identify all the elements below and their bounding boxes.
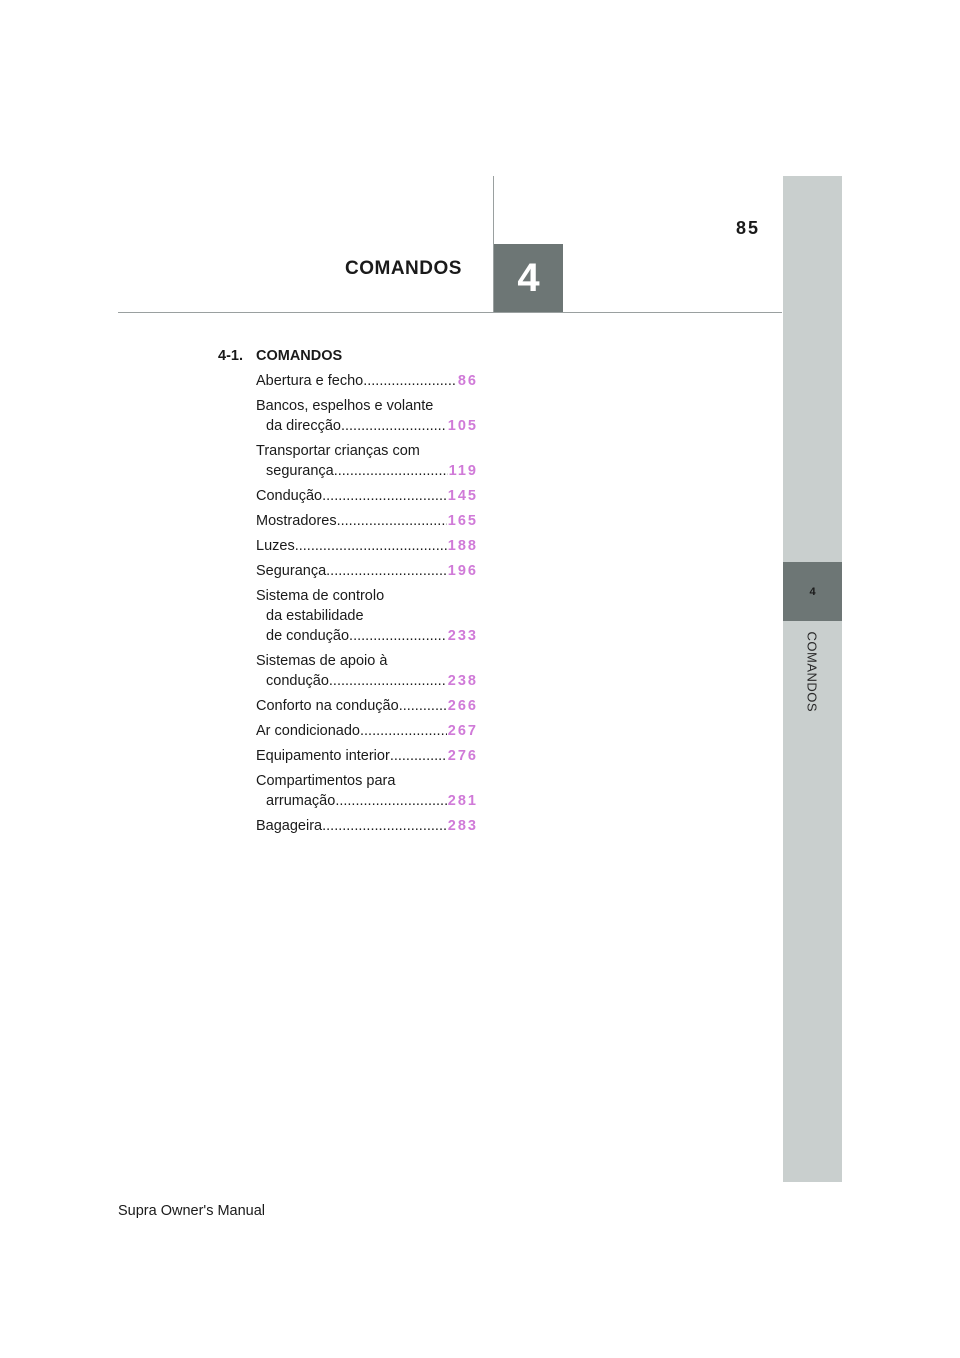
toc-dot-leader xyxy=(399,696,447,716)
table-of-contents xyxy=(218,346,478,841)
toc-dot-leader xyxy=(337,511,447,531)
toc-page-link[interactable]: 266 xyxy=(447,698,478,714)
toc-entry-line xyxy=(256,671,478,691)
toc-entry-text: de condução xyxy=(266,628,350,644)
toc-page-link[interactable]: 283 xyxy=(447,818,478,834)
side-chapter-tab[interactable]: 4 xyxy=(783,562,842,621)
toc-entry-text: Compartimentos para xyxy=(256,773,396,789)
toc-page-link[interactable]: 276 xyxy=(447,748,478,764)
toc-entry[interactable] xyxy=(218,396,478,436)
toc-entry[interactable] xyxy=(218,511,478,531)
toc-entry-text: Sistemas de apoio à xyxy=(256,653,388,669)
toc-entry-line xyxy=(256,441,478,461)
toc-section-number: 4-1. xyxy=(218,348,243,364)
toc-entry[interactable] xyxy=(218,721,478,741)
toc-dot-leader xyxy=(329,671,447,691)
toc-dot-leader xyxy=(390,746,447,766)
toc-entry-text: Bagageira xyxy=(256,818,323,834)
toc-entry-text: Ar condicionado xyxy=(256,723,360,739)
toc-entry[interactable] xyxy=(218,816,478,836)
toc-entry-text: segurança xyxy=(266,463,334,479)
toc-page-link[interactable]: 165 xyxy=(447,513,478,529)
toc-dot-leader xyxy=(326,561,447,581)
toc-entry-line xyxy=(256,651,478,671)
toc-entry-line xyxy=(256,606,478,626)
toc-dot-leader xyxy=(335,791,446,811)
toc-entry-text: Sistema de controlo xyxy=(256,588,385,604)
toc-page-link[interactable]: 233 xyxy=(447,628,478,644)
toc-section-heading xyxy=(218,346,478,366)
toc-entry-line xyxy=(256,626,478,646)
toc-page-link[interactable]: 238 xyxy=(447,673,478,689)
toc-entry-line xyxy=(256,371,478,391)
toc-entry-text: condução xyxy=(266,673,329,689)
toc-entry-text: Conforto na condução xyxy=(256,698,399,714)
toc-entry-text: Equipamento interior xyxy=(256,748,390,764)
toc-page-link[interactable]: 105 xyxy=(447,418,478,434)
page-number: 85 xyxy=(736,218,761,238)
toc-page-link[interactable]: 196 xyxy=(447,563,478,579)
toc-entry-text: Bancos, espelhos e volante xyxy=(256,398,434,414)
toc-dot-leader xyxy=(349,626,447,646)
toc-dot-leader xyxy=(322,816,447,836)
toc-entry-line xyxy=(256,816,478,836)
chapter-title: COMANDOS xyxy=(345,258,462,279)
toc-entry[interactable] xyxy=(218,651,478,691)
footer-manual-title: Supra Owner's Manual xyxy=(118,1203,266,1219)
toc-entry[interactable] xyxy=(218,746,478,766)
toc-entry-text: Transportar crianças com xyxy=(256,443,420,459)
toc-entry-line xyxy=(256,746,478,766)
toc-entry-text: da estabilidade xyxy=(266,608,364,624)
toc-page-link[interactable]: 188 xyxy=(447,538,478,554)
toc-entry-line xyxy=(256,536,478,556)
toc-entry[interactable] xyxy=(218,486,478,506)
toc-page-link[interactable]: 86 xyxy=(457,373,478,389)
toc-entry[interactable] xyxy=(218,371,478,391)
toc-dot-leader xyxy=(295,536,447,556)
toc-entries xyxy=(218,371,478,836)
chapter-number-box: 4 xyxy=(494,244,563,312)
toc-entry[interactable] xyxy=(218,771,478,811)
toc-entry-text: Luzes xyxy=(256,538,295,554)
toc-entry-line xyxy=(256,486,478,506)
toc-entry-text: Mostradores xyxy=(256,513,337,529)
toc-entry-text: Segurança xyxy=(256,563,327,579)
toc-entry[interactable] xyxy=(218,561,478,581)
toc-page-link[interactable]: 145 xyxy=(447,488,478,504)
toc-entry-line xyxy=(256,511,478,531)
toc-dot-leader xyxy=(322,486,447,506)
toc-entry[interactable] xyxy=(218,441,478,481)
toc-entry-text: da direcção xyxy=(266,418,341,434)
toc-page-link[interactable]: 281 xyxy=(447,793,478,809)
toc-entry[interactable] xyxy=(218,536,478,556)
toc-entry-line xyxy=(256,791,478,811)
toc-dot-leader xyxy=(334,461,448,481)
toc-page-link[interactable]: 267 xyxy=(447,723,478,739)
toc-entry-line xyxy=(256,696,478,716)
toc-dot-leader xyxy=(363,371,457,391)
side-chapter-label: COMANDOS xyxy=(804,631,820,713)
toc-entry[interactable] xyxy=(218,586,478,646)
toc-entry-text: arrumação xyxy=(266,793,336,809)
toc-dot-leader xyxy=(341,416,447,436)
toc-entry-line xyxy=(256,396,478,416)
toc-entry-line xyxy=(256,771,478,791)
toc-entry-text: Abertura e fecho xyxy=(256,373,364,389)
toc-entry[interactable] xyxy=(218,696,478,716)
toc-entry-line xyxy=(256,586,478,606)
toc-entry-text: Condução xyxy=(256,488,323,504)
toc-dot-leader xyxy=(360,721,447,741)
toc-entry-line xyxy=(256,416,478,436)
toc-entry-line xyxy=(256,461,478,481)
toc-entry-line xyxy=(256,721,478,741)
header-horizontal-rule xyxy=(118,312,782,313)
toc-page-link[interactable]: 119 xyxy=(448,463,478,479)
toc-section-title: COMANDOS xyxy=(256,348,343,364)
toc-entry-line xyxy=(256,561,478,581)
